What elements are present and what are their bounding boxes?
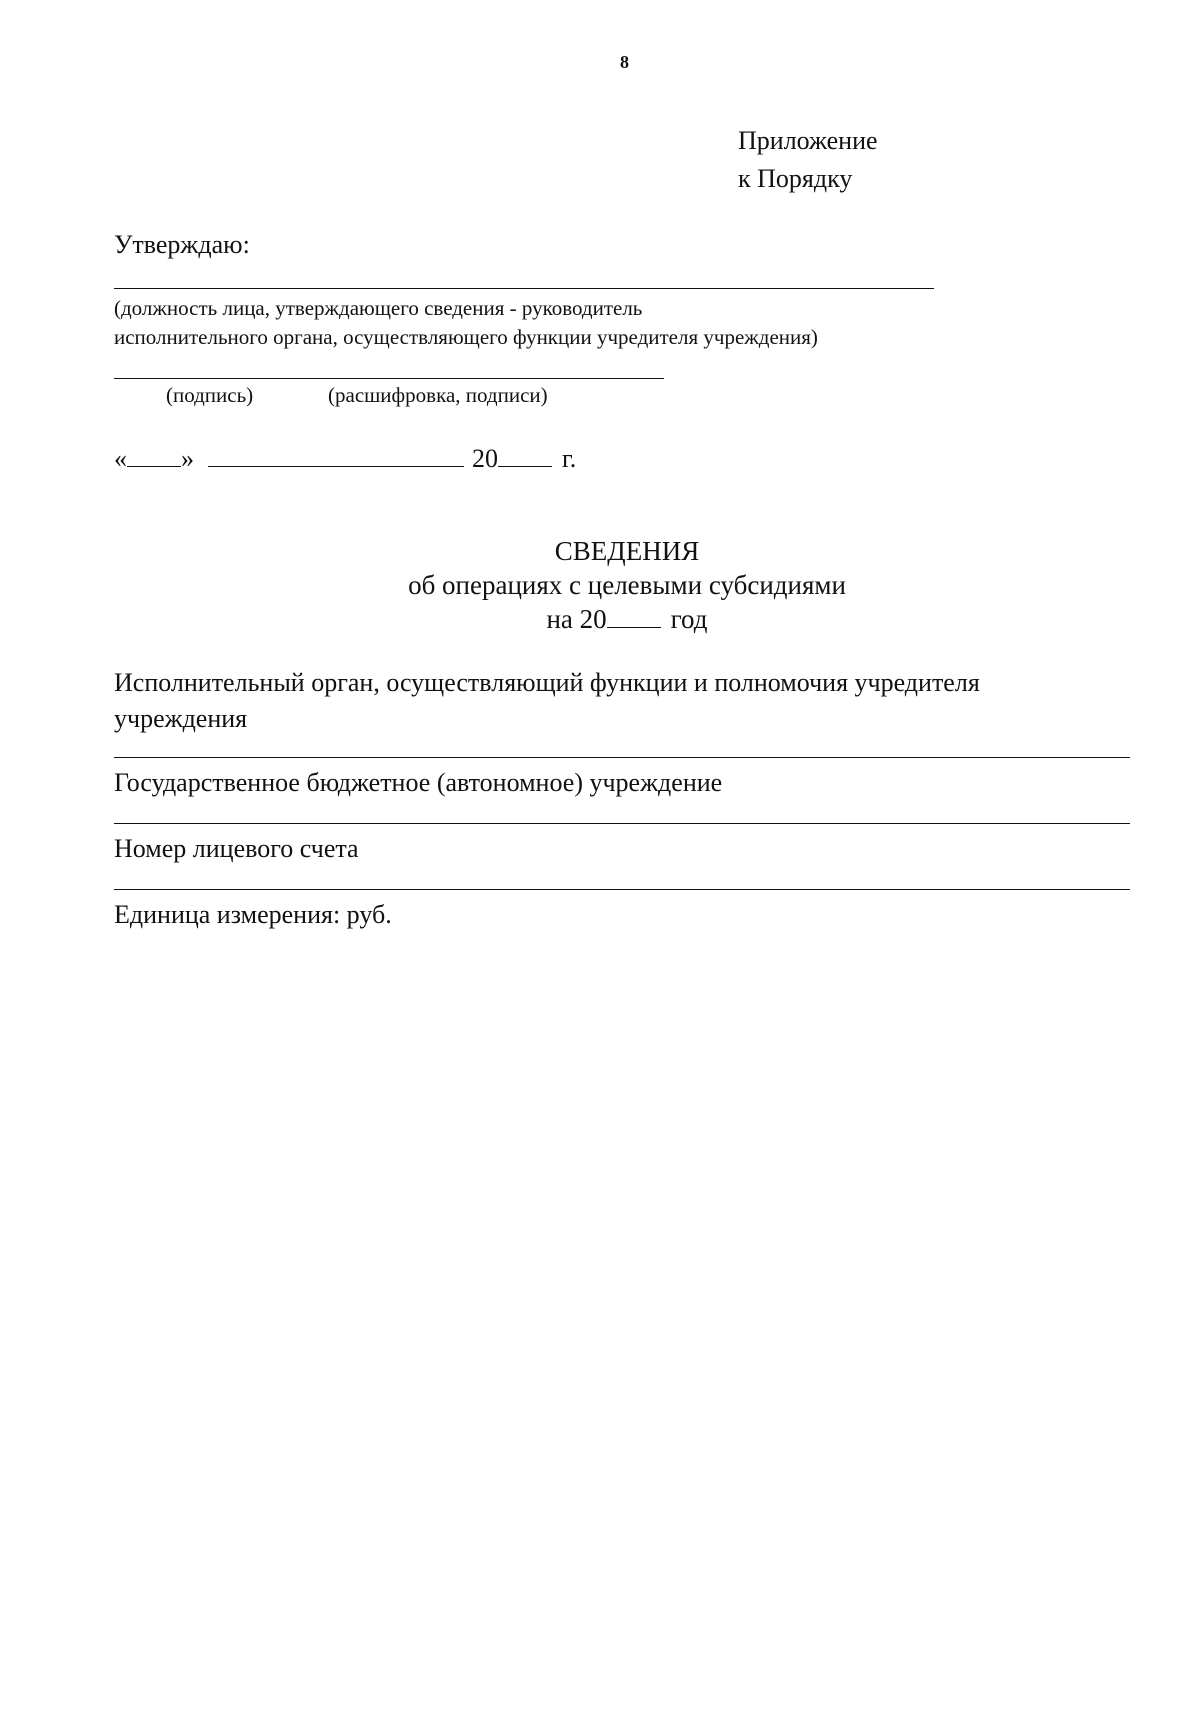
- position-caption-line-2: исполнительного органа, осуществляющего функции учредителя учреждения): [114, 325, 818, 349]
- document-year: [0, 604, 1200, 635]
- date-year-suffix: г.: [562, 444, 577, 473]
- executive-body-fill-line[interactable]: [114, 757, 1130, 758]
- year-blank[interactable]: [498, 446, 552, 467]
- document-subtitle: об операциях с целевыми субсидиями: [408, 570, 846, 600]
- date-year-prefix: 20: [472, 444, 498, 473]
- signature-fill-line[interactable]: [114, 378, 664, 379]
- approval-date: [114, 444, 576, 474]
- appendix-line-2: к Порядку: [738, 164, 853, 193]
- account-number-label: Номер лицевого счета: [114, 834, 359, 863]
- appendix-line-1: Приложение: [738, 126, 878, 155]
- executive-body-label-line-1: Исполнительный орган, осуществляющий функции и полномочия учредителя: [114, 668, 980, 697]
- month-blank[interactable]: [208, 446, 464, 467]
- date-close-quote: »: [181, 444, 194, 473]
- document-title: СВЕДЕНИЯ: [554, 536, 700, 566]
- title-year-suffix: год: [670, 604, 708, 634]
- unit-label: Единица измерения: руб.: [114, 900, 392, 929]
- position-fill-line[interactable]: [114, 288, 934, 289]
- title-year-prefix: на 20: [546, 604, 607, 634]
- signature-caption: (подпись): [166, 383, 254, 407]
- account-number-fill-line[interactable]: [114, 889, 1130, 890]
- executive-body-label-line-2: учреждения: [114, 704, 248, 733]
- approval-label: Утверждаю:: [114, 230, 250, 259]
- institution-fill-line[interactable]: [114, 823, 1130, 824]
- date-open-quote: «: [114, 444, 127, 473]
- institution-label: Государственное бюджетное (автономное) учреждение: [114, 768, 723, 797]
- day-blank[interactable]: [127, 446, 181, 467]
- title-year-blank[interactable]: [607, 607, 661, 628]
- page-number: 8: [620, 52, 629, 72]
- decoding-caption: (расшифровка, подписи): [328, 383, 548, 407]
- position-caption-line-1: (должность лица, утверждающего сведения - руководитель: [114, 296, 643, 320]
- appendix-header: [738, 122, 878, 198]
- position-caption: [114, 294, 818, 352]
